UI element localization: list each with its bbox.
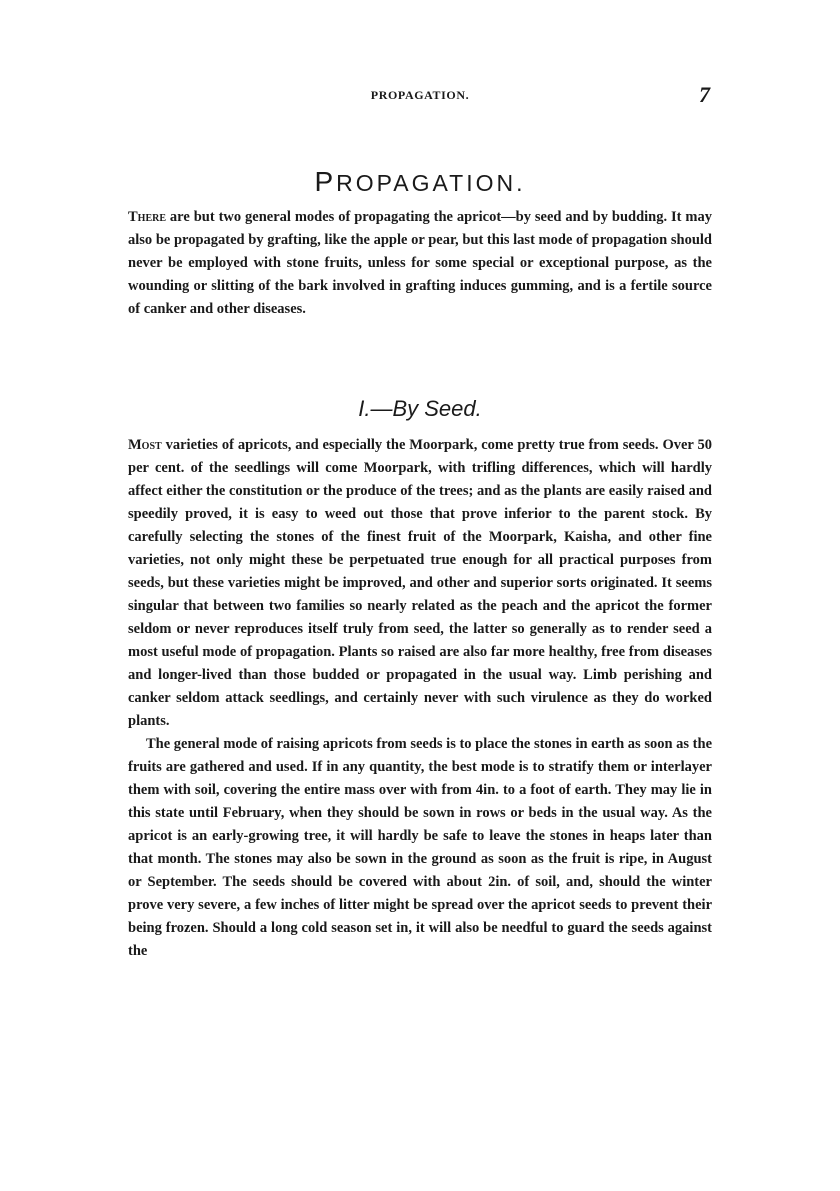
seed-paragraph-1-text: varieties of apricots, and especially the Moorpark, come pretty true from seeds. Over 50 per cent. of the seedlings will come Moorpark, with trifling differences, which will hardly affect either the constitution or the produce of the trees; and as the plants are easily raised and speedily proved, it is easy to weed out those that prove inferior to the parent stock. By carefully selecting the stones of the finest fruit of the Moorpark, Kaisha, and other fine varieties, not only might these be perpetuated true enough for all practical purposes from seeds, but these varieties might be improved, and other and superior sorts originated. It seems singular that between two families so nearly related as the peach and the apricot the former seldom or never reproduces itself truly from seed, the latter so generally as to render seed a most useful mode of propagation. Plants so raised are also far more healthy, free from diseases and longer-lived than those budded or propagated in the usual way. Limb perishing and canker seldom attack seedlings, and certainly never with such virulence as they do worked plants. (128, 437, 712, 729)
seed-section-body (128, 434, 712, 963)
seed-lead-word: Most (128, 437, 162, 453)
section-title (124, 166, 716, 198)
seed-paragraph-1 (128, 434, 712, 733)
section-title-rest: ROPAGATION. (336, 170, 526, 196)
seed-paragraph-2: The general mode of raising apricots from seeds is to place the stones in earth as soon as the fruits are gathered and used. If in any quantity, the best mode is to stratify them or interlayer them with soil, covering the entire mass over with from 4in. to a foot of earth. They may lie in this state until February, when they should be sown in rows or beds in the usual way. As the apricot is an early-growing tree, it will hardly be safe to leave the stones in heaps later than that month. The stones may also be sown in the ground as soon as the fruit is ripe, in August or September. The seeds should be covered with about 2in. of soil, and, should the winter prove very severe, a few inches of litter might be spread over the apricot seeds to prevent their being frozen. Should a long cold season set in, it will also be needful to guard the seeds against the (128, 736, 713, 959)
section-title-initial: P (314, 166, 337, 197)
intro-lead-word: There (128, 209, 167, 225)
running-title: PROPAGATION. (370, 88, 470, 102)
subsection-title: I.—By Seed. (358, 396, 482, 421)
running-header (124, 82, 716, 108)
page-number: 7 (699, 82, 710, 107)
intro-text: are but two general modes of propagating the apricot—by seed and by budding. It may also be propagated by grafting, like the apple or pear, but this last mode of propagation should never be employed with stone fruits, unless for some special or exceptional purpose, as the wounding or slitting of the bark involved in grafting induces gumming, and is a fertile source of canker and other diseases. (128, 209, 712, 317)
intro-paragraph (128, 206, 712, 321)
